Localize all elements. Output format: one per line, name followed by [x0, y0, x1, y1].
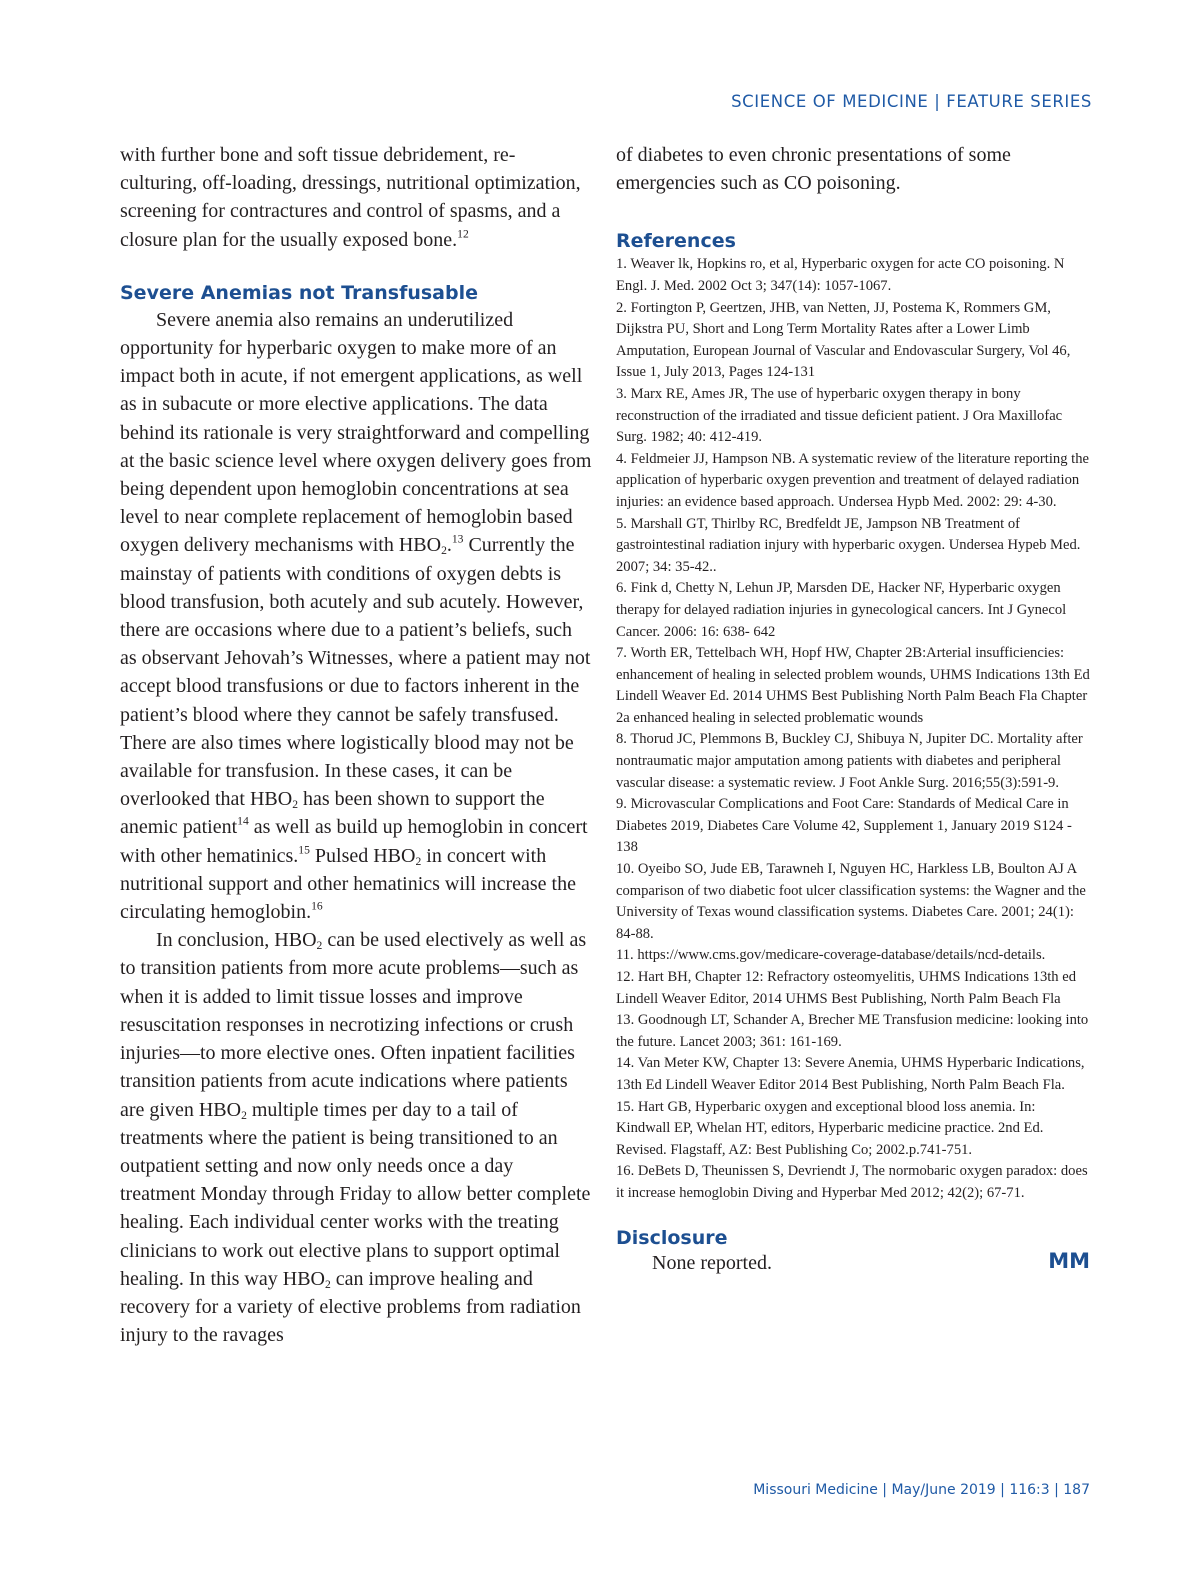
reference-item: 11. https://www.cms.gov/medicare-coverage-database/details/ncd-details. — [616, 947, 1046, 964]
conclusion-text-4: can improve healing and recovery for a variety of elective problems from radiation injury to the ravages — [120, 1267, 581, 1347]
reference-item: 10. Oyeibo SO, Jude EB, Tarawneh I, Nguyen HC, Harkless LB, Boulton AJ A comparison of two diabetic foot ulcer classification systems: the Wagner and the University of Texas wound classification systems. Diabetes Care. 2001; 24(1): 84-88. — [616, 861, 1086, 942]
anemia-text-1: Severe anemia also remains an underutilized opportunity for hyperbaric oxygen to make more of an impact both in acute, if not emergent applications, as well as in subacute or more elective applications. The data behind its rationale is very straightforward and compelling at the basic science level where oxygen delivery goes from being dependent upon hemoglobin concentrations at sea level to near complete replacement of hemoglobin based oxygen delivery mechanisms with HBO — [120, 308, 592, 557]
references-list — [616, 254, 1092, 1204]
anemia-heading: Severe Anemias not Transfusable — [120, 281, 478, 304]
anemia-period: . — [446, 534, 452, 557]
reference-item: 12. Hart BH, Chapter 12: Refractory osteomyelitis, UHMS Indications 13th ed Lindell Weaver Editor, 2014 UHMS Best Publishing, North Palm Beach Fla — [616, 969, 1077, 1007]
disclosure-heading: Disclosure — [616, 1226, 728, 1249]
anemia-text-2: Currently the mainstay of patients with conditions of oxygen debts is blood transfusion, both acutely and sub acutely. However, there are occasions where due to a patient’s beliefs, such as observant Jehovah’s Witnesses, where a patient may not accept blood transfusions or due to factors inherent in the patient’s blood where they cannot be safely transfused. There are also times where logistically blood may not be available for transfusion. In these cases, it can be overlooked that HBO — [120, 534, 591, 811]
end-mark-logo: MM — [1048, 1248, 1090, 1273]
subscript-2: 2 — [241, 1108, 247, 1122]
anemia-text-3: has been shown to support the anemic patient — [120, 788, 545, 839]
disclosure-row — [616, 1249, 1092, 1277]
reference-item: 4. Feldmeier JJ, Hampson NB. A systematic review of the literature reporting the application of hyperbaric oxygen prevention and treatment of delayed radiation injuries: an evidence based approach. Undersea Hypb Med. 2002: 29: 4-30. — [616, 450, 1089, 510]
references-heading: References — [616, 230, 736, 253]
conclusion-text-1: In conclusion, HBO — [156, 929, 317, 952]
left-column — [120, 141, 592, 1349]
reference-item: 2. Fortington P, Geertzen, JHB, van Netten, JJ, Postema K, Rommers GM, Dijkstra PU, Short and Long Term Mortality Rates after a Lower Limb Amputation, European Journal of Vascular and Endovascular Surgery, Vol 46, Issue 1, July 2013, Pages 124-131 — [616, 299, 1071, 381]
citation-15: 15 — [298, 843, 310, 857]
anemia-text-5: Pulsed HBO — [309, 844, 416, 867]
continuation-paragraph: of diabetes to even chronic presentations of some emergencies such as CO poisoning. — [616, 144, 1011, 195]
reference-item: 6. Fink d, Chetty N, Lehun JP, Marsden DE, Hacker NF, Hyperbaric oxygen therapy for delayed radiation injuries in gynecological cancers. Int J Gynecol Cancer. 2006: 16: 638- 642 — [616, 580, 1067, 640]
reference-item: 16. DeBets D, Theunissen S, Devriendt J, The normobaric oxygen paradox: does it increase hemoglobin Diving and Hyperbar Med 2012; 42(2); 67-71. — [616, 1163, 1088, 1201]
anemia-paragraph — [120, 306, 592, 926]
citation-12: 12 — [457, 227, 469, 241]
conclusion-paragraph — [120, 926, 592, 1349]
subscript-2: 2 — [415, 854, 422, 868]
page-footer: Missouri Medicine | May/June 2019 | 116:3 | 187 — [753, 1482, 1090, 1498]
citation-16: 16 — [311, 899, 323, 913]
reference-item: 14. Van Meter KW, Chapter 13: Severe Anemia, UHMS Hyperbaric Indications, 13th Ed Lindell Weaver Editor 2014 Best Publishing, North Palm Beach Fla. — [616, 1055, 1085, 1093]
subscript-2: 2 — [316, 939, 323, 953]
reference-item: 7. Worth ER, Tettelbach WH, Hopf HW, Chapter 2B:Arterial insufficiencies: enhancement of healing in selected problem wounds, UHMS Indications 13th Ed Lindell Weaver Ed. 2014 UHMS Best Publishing North Palm Beach Fla Chapter 2a enhanced healing in selected problematic wounds — [616, 645, 1090, 726]
conclusion-text-2: can be used electively as well as to transition patients from more acute problems—such as when it is added to limit tissue losses and improve resuscitation responses in necrotizing infections or crush injuries—to more elective ones. Often inpatient facilities transition patients from acute indications where patients are given HBO — [120, 929, 587, 1121]
reference-item: 5. Marshall GT, Thirlby RC, Bredfeldt JE, Jampson NB Treatment of gastrointestinal radiation injury with hyperbaric oxygen. Undersea Hypeb Med. 2007; 34: 35-42.. — [616, 515, 1081, 575]
subscript-2: 2 — [324, 1277, 331, 1291]
reference-item: 13. Goodnough LT, Schander A, Brecher ME Transfusion medicine: looking into the future. Lancet 2003; 361: 161-169. — [616, 1012, 1089, 1050]
citation-14: 14 — [237, 815, 249, 829]
reference-item: 9. Microvascular Complications and Foot Care: Standards of Medical Care in Diabetes 2019, Diabetes Care Volume 42, Supplement 1, January 2019 S124 - 138 — [616, 796, 1072, 856]
conclusion-text-3: multiple times per day to a tail of treatments where the patient is being transitioned to an outpatient setting and now only needs once a day treatment Monday through Friday to allow better complete healing. Each individual center works with the treating clinicians to work out elective plans to support optimal healing. In this way HBO — [120, 1098, 591, 1290]
reference-item: 1. Weaver lk, Hopkins ro, et al, Hyperbaric oxygen for acte CO poisoning. N Engl. J. Med. 2002 Oct 3; 347(14): 1057-1067. — [616, 256, 1065, 294]
reference-item: 8. Thorud JC, Plemmons B, Buckley CJ, Shibuya N, Jupiter DC. Mortality after nontraumatic major amputation among patients with diabetes and peripheral vascular disease: a systematic review. J Foot Ankle Surg. 2016;55(3):591-9. — [616, 731, 1083, 791]
citation-13: 13 — [451, 533, 464, 547]
subscript-2: 2 — [441, 544, 447, 558]
disclosure-text: None reported. — [652, 1251, 772, 1274]
subscript-2: 2 — [292, 798, 298, 812]
reference-item: 15. Hart GB, Hyperbaric oxygen and exceptional blood loss anemia. In: Kindwall EP, Whelan HT, editors, Hyperbaric medicine practice. 2nd Ed. Revised. Flagstaff, AZ: Best Publishing Co; 2002.p.741-751. — [616, 1098, 1044, 1158]
anemia-text-6: in concert with nutritional support and other hematinics will increase the circulating hemoglobin. — [120, 844, 576, 924]
right-column — [616, 141, 1092, 1277]
intro-paragraph — [120, 141, 592, 254]
intro-text: with further bone and soft tissue debridement, re-culturing, off-loading, dressings, nutritional optimization, screening for contractures and control of spasms, and a closure plan for the usually exposed bone. — [120, 144, 581, 251]
reference-item: 3. Marx RE, Ames JR, The use of hyperbaric oxygen therapy in bony reconstruction of the irradiated and tissue deficient patient. J Ora Maxillofac Surg. 1982; 40: 412-419. — [616, 385, 1063, 446]
running-head: SCIENCE OF MEDICINE | FEATURE SERIES — [731, 92, 1092, 111]
anemia-text-4: as well as build up hemoglobin in concert with other hematinics. — [120, 816, 588, 867]
